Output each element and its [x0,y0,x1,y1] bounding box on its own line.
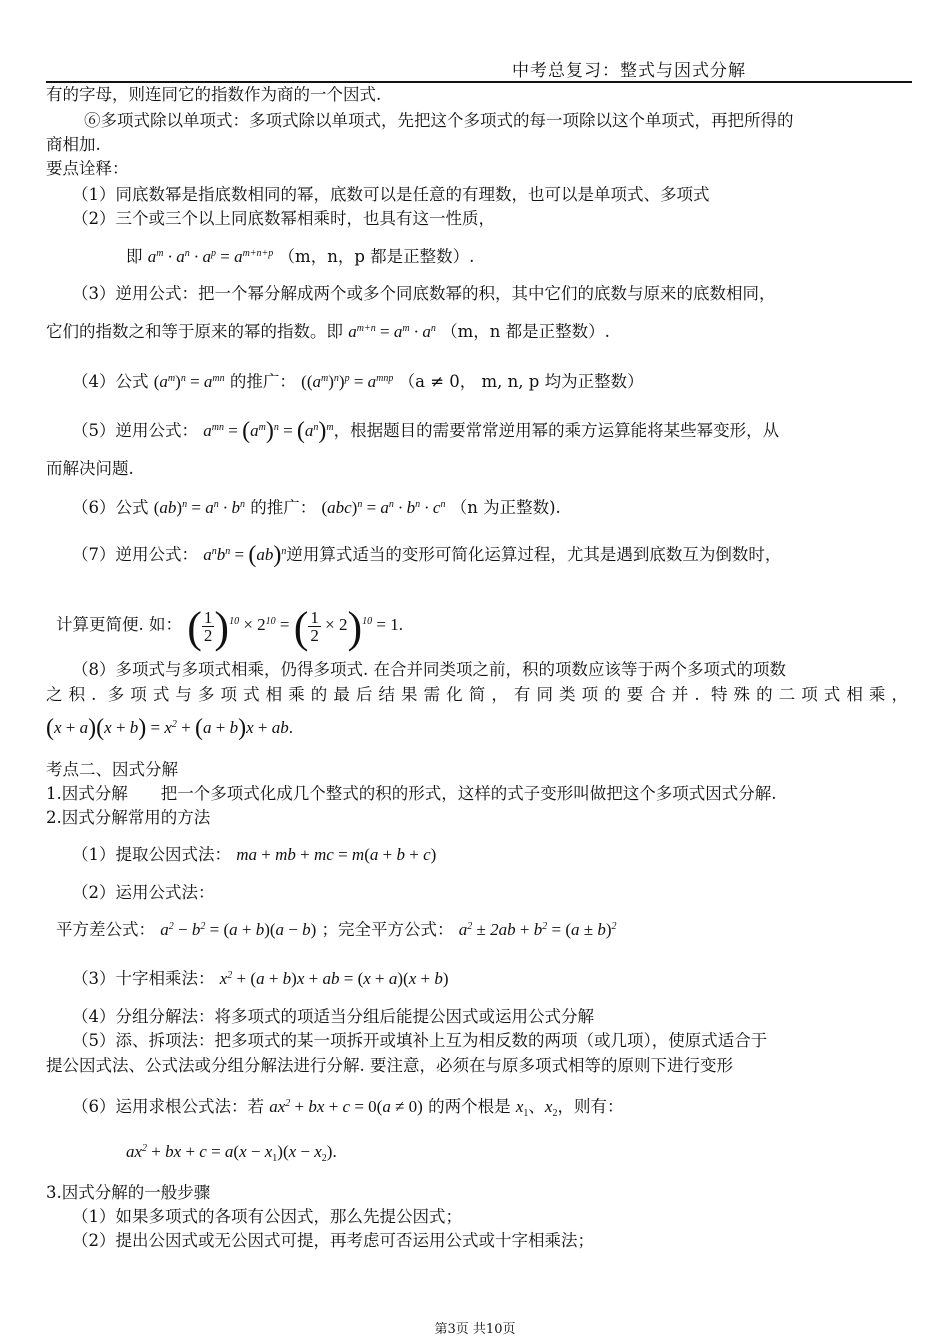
formula-line: 它们的指数之和等于原来的幂的指数。即 $a^{m+n} = a^m \cdot a^n$ （m，n 都是正整数）. [46,322,610,341]
fraction: $\frac{1}{2}$ [310,607,319,645]
fraction: $\frac{1}{2}$ [203,607,213,645]
text-line: （3）逆用公式：把一个幂分解成两个或多个同底数幂的积，其中它们的底数与原来的底数相同， [72,284,776,303]
text-line: ⑥多项式除以单项式：多项式除以单项式，先把这个多项式的每一项除以这个单项式，再把所得的 [84,111,794,130]
formula-reverse-product: $a^nb^n = (ab)^n$ [203,542,287,568]
formula-power-of-power-ext: $((a^m)^n)^p = a^{mnp}$ [301,372,394,391]
section-heading: 考点二、因式分解 [46,760,178,779]
formula-reverse-power: $a^{mn} = (a^m)^n = (a^n)^m$ [203,418,334,444]
formula-product-power: $(ab)^n = a^n \cdot b^n$ [153,498,245,517]
example-formula: ( $\frac{1}{2}$ )$^{10} \times 2^{10}$ = ( $\frac{1}{2}$ × 2)$^{10}$ = 1. [187,603,403,652]
text-line: （4）分组分解法：将多项式的项适当分组后能提公因式或运用公式分解 [72,1007,594,1026]
formula-line: （1）提取公因式法： ma + mb + mc = m(a + b + c) [72,845,437,864]
example-line: 计算更简便. 如： ( $\frac{1}{2}$ )$^{10} \times 2^{10}$ = ( $\frac{1}{2}$ × 2)$^{10}$ = 1. [56,603,403,652]
formula-line: （6）公式 $(ab)^n = a^n \cdot b^n$ 的推广： $(abc)^n = a^n \cdot b^n \cdot c^n$ （n 为正整数). [72,498,561,517]
text-line: （2）运用公式法： [72,883,215,902]
formula-line: （7）逆用公式： $a^nb^n = (ab)^n$逆用算式适当的变形可简化运算过程，尤其是遇到底数互为倒数时， [72,542,782,568]
section-heading: 要点诠释： [46,159,129,178]
text-line: 提公因式法、公式法或分组分解法进行分解. 要注意，必须在与原多项式相等的原则下进行变形 [46,1056,733,1075]
formula-line: 即 $a^m \cdot a^n \cdot a^p = a^{m+n+p}$ （m，n，p 都是正整数）. [126,247,475,266]
text-line: （5）添、拆项法：把多项式的某一项拆开或填补上互为相反数的两项（或几项），使原式适合于 [72,1031,768,1050]
text-line: 有的字母，则连同它的指数作为商的一个因式. [46,85,382,104]
text-line: （1）同底数幂是指底数相同的幂，底数可以是任意的有理数，也可以是单项式、多项式 [72,185,710,204]
formula-root-factorization: $ax^2$ + bx + $c = a(x - x_1)(x - x_2)$. [126,1142,337,1164]
formula-common-factor: ma + mb + mc = m(a + b + c) [236,845,437,864]
formula-power-product: $a^m \cdot a^n \cdot a^p = a^{m+n+p}$ [147,247,274,266]
formula-line: （5）逆用公式： $a^{mn} = (a^m)^n = (a^n)^m$，根据题目的需要常常逆用幂的乘方运算能将某些幂变形，从 [72,418,780,444]
formula-cross-multiplication: $x^2 + (a + b)x$ + ab = (x + a)(x + b) [219,969,449,988]
page-number: 第3页 共10页 [434,1322,516,1337]
text-line: （2）三个或三个以上同底数幂相乘时，也具有这一性质， [72,209,495,228]
text-line: （1）如果多项式的各项有公因式，那么先提公因式； [72,1207,462,1226]
text-line: 2.因式分解常用的方法 [46,808,211,827]
page-header-title: 中考总复习：整式与因式分解 [512,61,746,81]
formula-quadratic-equation: $ax^2$ + bx + c = 0(a ≠ 0) [269,1097,423,1116]
header-rule [46,81,912,83]
formula-roots: $x_1$ [515,1097,529,1119]
text-line: 商相加. [46,135,101,154]
formula-split-power: $a^{m+n} = a^m \cdot a^n$ [348,322,436,341]
formula-line [126,1142,337,1162]
formula-line: （3）十字相乘法： $x^2 + (a + b)x$ + ab = (x + a)(x + b) [72,969,449,988]
text-line: 之积. 多项式与多项式相乘的最后结果需化简，有同类项的要合并. 特殊的二项式相乘， [46,685,908,704]
formula-difference-of-squares: $a^2 - b^2 = (a + b)(a - b)$ [160,920,317,939]
section-heading: 3.因式分解的一般步骤 [46,1183,211,1202]
formula-product-power-ext: $(abc)^n = a^n \cdot b^n \cdot c^n$ [321,498,446,517]
formula-line: （4）公式 $(a^m)^n = a^{mn}$ 的推广： $((a^m)^n)^p = a^{mnp}$ （a ≠ 0， m, n, p 均为正整数） [72,372,644,391]
formula-line: 平方差公式： $a^2 - b^2 = (a + b)(a - b)$ ；完全平方公式： $a^2 \pm 2ab + b^2 = (a \pm b)^2$ [56,920,617,939]
formula-perfect-square: $a^2 \pm 2ab + b^2 = (a \pm b)^2$ [458,920,617,939]
text-line: （8）多项式与多项式相乘，仍得多项式. 在合并同类项之前，积的项数应该等于两个多项式的项数 [72,660,786,679]
formula-power-of-power: $(a^m)^n = a^{mn}$ [153,372,225,391]
formula-line [46,715,293,741]
text-line: （2）提出公因式或无公因式可提，再考虑可否运用公式或十字相乘法； [72,1231,594,1250]
text-line: 1.因式分解 把一个多项式化成几个整式的积的形式，这样的式子变形叫做把这个多项式因式分解. [46,784,777,803]
formula-line: （6）运用求根公式法：若 $ax^2$ + bx + c = 0(a ≠ 0) 的两个根是 $x_1$、$x_2$，则有： [72,1097,624,1119]
formula-binomial-product: $(x + a)(x + b) = x^2 + (a + b)x$ + ab. [46,715,293,741]
text-line: 而解决问题. [46,459,134,478]
